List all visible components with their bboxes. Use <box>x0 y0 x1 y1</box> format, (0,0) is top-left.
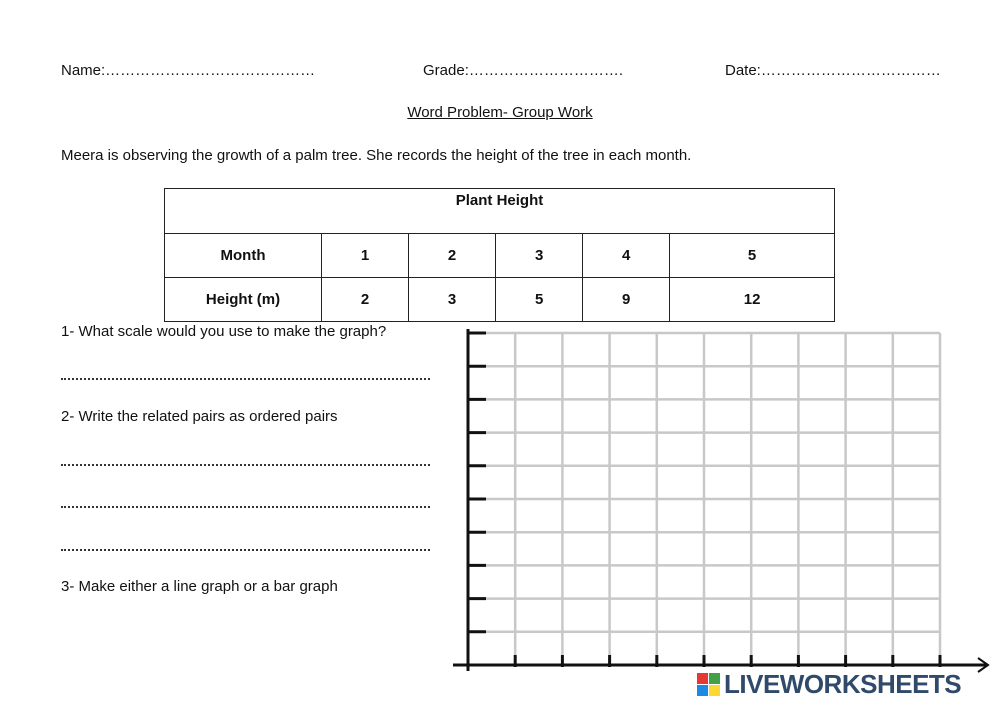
month-cell: 4 <box>583 234 670 278</box>
height-cell: 9 <box>583 278 670 322</box>
height-cell: 12 <box>670 278 835 322</box>
month-cell: 2 <box>409 234 496 278</box>
answer-line-3[interactable] <box>61 504 430 508</box>
logo-text: LIVEWORKSHEETS <box>724 668 962 699</box>
question-2: 2- Write the related pairs as ordered pairs <box>61 408 338 425</box>
answer-line-1[interactable] <box>61 376 430 380</box>
month-cell: 1 <box>322 234 409 278</box>
logo-square-icon <box>697 685 708 696</box>
graph-grid[interactable] <box>450 325 995 675</box>
answer-line-4[interactable] <box>61 547 430 551</box>
table-row-month <box>165 234 835 278</box>
height-cell: 5 <box>496 278 583 322</box>
month-cell: 5 <box>670 234 835 278</box>
table-row-height <box>165 278 835 322</box>
grade-field[interactable]: Grade:…………………………. <box>423 62 624 79</box>
problem-statement: Meera is observing the growth of a palm tree. She records the height of the tree in each month. <box>61 147 692 164</box>
logo-square-icon <box>697 673 708 684</box>
worksheet-title: Word Problem- Group Work <box>407 104 593 121</box>
answer-line-2[interactable] <box>61 462 430 466</box>
logo-square-icon <box>709 685 720 696</box>
height-cell: 3 <box>409 278 496 322</box>
table-caption: Plant Height <box>165 189 835 234</box>
height-cell: 2 <box>322 278 409 322</box>
date-field[interactable]: Date:……………………………… <box>725 62 941 79</box>
question-1: 1- What scale would you use to make the graph? <box>61 323 387 340</box>
plant-height-table <box>164 188 835 322</box>
question-3: 3- Make either a line graph or a bar graph <box>61 578 338 595</box>
logo-mark-icon <box>697 673 720 696</box>
logo-square-icon <box>709 673 720 684</box>
row-label-month: Month <box>165 234 322 278</box>
name-field[interactable]: Name:…………………………………… <box>61 62 316 79</box>
row-label-height: Height (m) <box>165 278 322 322</box>
month-cell: 3 <box>496 234 583 278</box>
liveworksheets-logo <box>697 669 961 699</box>
